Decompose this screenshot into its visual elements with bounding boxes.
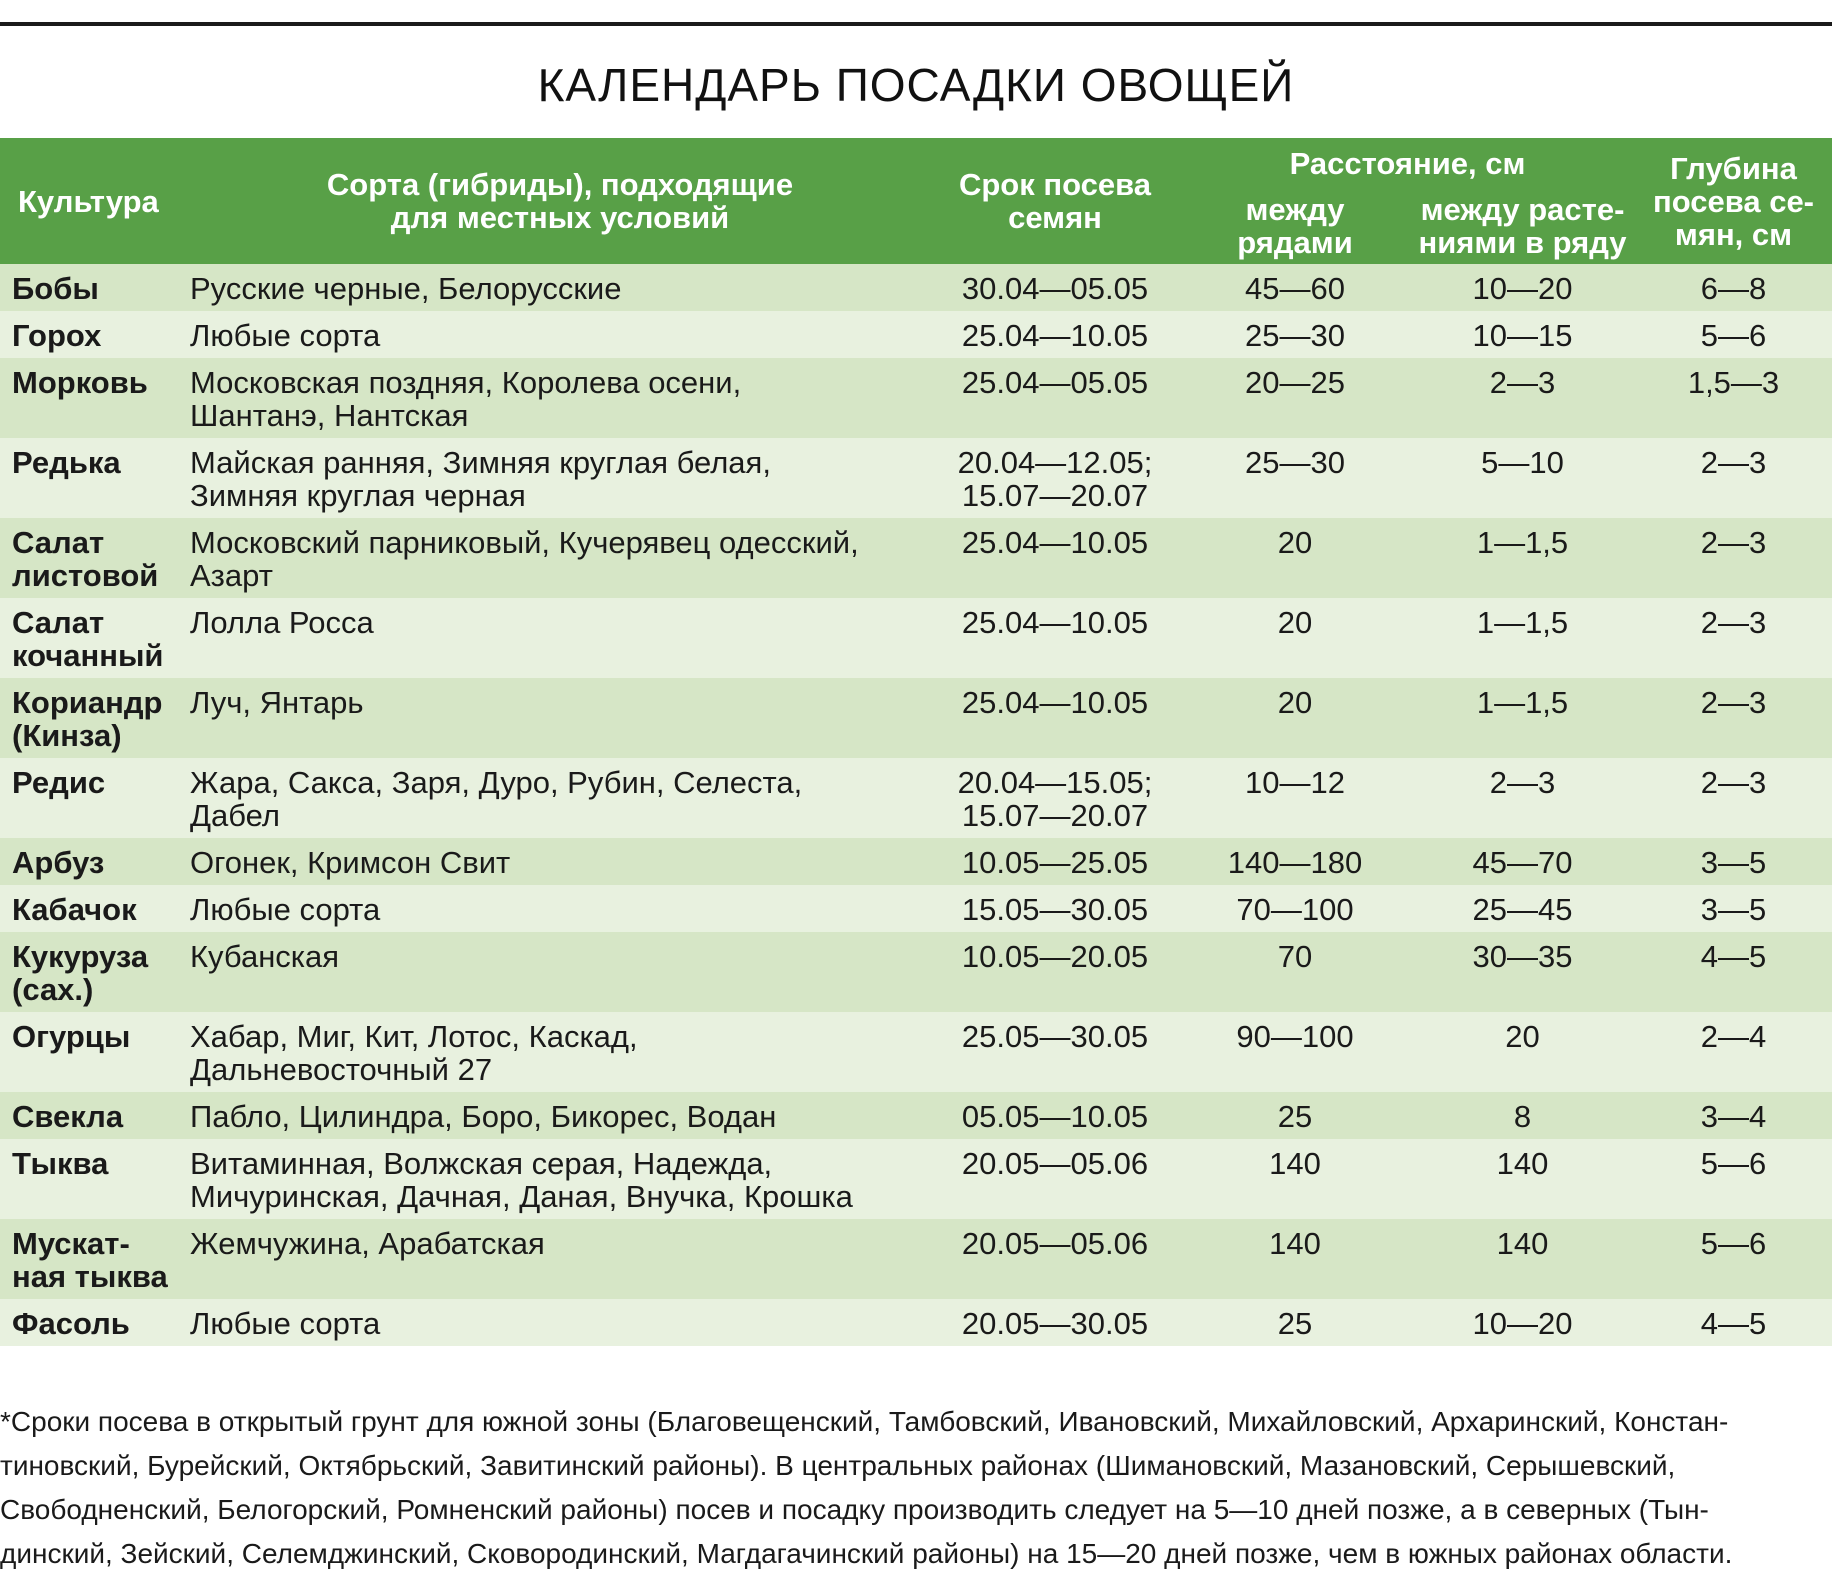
cell-crop: Кабачок [0, 885, 190, 932]
table-row [0, 264, 1832, 311]
cell-sowing: 20.04—12.05; 15.07—20.07 [930, 438, 1180, 518]
cell-crop: Кукуруза (сах.) [0, 932, 190, 1012]
cell-plant-distance: 140 [1410, 1219, 1635, 1299]
cell-crop: Кориандр (Кинза) [0, 678, 190, 758]
table-row [0, 838, 1832, 885]
cell-varieties: Любые сорта [190, 885, 930, 932]
cell-row-distance: 20 [1180, 518, 1410, 598]
cell-varieties: Пабло, Цилиндра, Боро, Бикорес, Водан [190, 1092, 930, 1139]
table-row [0, 358, 1832, 438]
cell-crop: Морковь [0, 358, 190, 438]
cell-sowing: 15.05—30.05 [930, 885, 1180, 932]
cell-depth: 2—3 [1635, 678, 1832, 758]
cell-plant-distance: 8 [1410, 1092, 1635, 1139]
table-row [0, 1012, 1832, 1092]
cell-plant-distance: 30—35 [1410, 932, 1635, 1012]
cell-row-distance: 25 [1180, 1299, 1410, 1346]
cell-sowing: 20.04—15.05; 15.07—20.07 [930, 758, 1180, 838]
cell-crop: Горох [0, 311, 190, 358]
table-row [0, 678, 1832, 758]
cell-crop: Мускат- ная тыква [0, 1219, 190, 1299]
header-sowing: Срок посева семян [930, 138, 1180, 264]
table-row [0, 932, 1832, 1012]
header-distance: Расстояние, см [1180, 138, 1635, 188]
cell-row-distance: 10—12 [1180, 758, 1410, 838]
cell-sowing: 20.05—05.06 [930, 1139, 1180, 1219]
cell-sowing: 25.04—10.05 [930, 518, 1180, 598]
cell-row-distance: 20 [1180, 678, 1410, 758]
table-row [0, 518, 1832, 598]
cell-row-distance: 25—30 [1180, 311, 1410, 358]
cell-plant-distance: 2—3 [1410, 758, 1635, 838]
cell-row-distance: 70 [1180, 932, 1410, 1012]
header-between-plants: между расте- ниями в ряду [1410, 188, 1635, 264]
cell-depth: 2—3 [1635, 598, 1832, 678]
cell-crop: Бобы [0, 264, 190, 311]
cell-varieties: Огонек, Кримсон Свит [190, 838, 930, 885]
table-body [0, 264, 1832, 1346]
cell-row-distance: 20—25 [1180, 358, 1410, 438]
cell-sowing: 25.04—10.05 [930, 598, 1180, 678]
cell-varieties: Любые сорта [190, 311, 930, 358]
cell-crop: Салат кочанный [0, 598, 190, 678]
cell-crop: Огурцы [0, 1012, 190, 1092]
cell-crop: Тыква [0, 1139, 190, 1219]
cell-depth: 2—3 [1635, 758, 1832, 838]
cell-plant-distance: 45—70 [1410, 838, 1635, 885]
cell-depth: 3—5 [1635, 885, 1832, 932]
cell-depth: 4—5 [1635, 1299, 1832, 1346]
cell-plant-distance: 10—20 [1410, 264, 1635, 311]
cell-depth: 2—3 [1635, 518, 1832, 598]
cell-row-distance: 140—180 [1180, 838, 1410, 885]
cell-sowing: 25.04—10.05 [930, 311, 1180, 358]
cell-varieties: Жара, Сакса, Заря, Дуро, Рубин, Селеста, Дабел [190, 758, 930, 838]
cell-row-distance: 25—30 [1180, 438, 1410, 518]
cell-row-distance: 25 [1180, 1092, 1410, 1139]
cell-varieties: Лолла Росса [190, 598, 930, 678]
cell-varieties: Московская поздняя, Королева осени, Шантанэ, Нантская [190, 358, 930, 438]
cell-plant-distance: 2—3 [1410, 358, 1635, 438]
cell-crop: Фасоль [0, 1299, 190, 1346]
cell-sowing: 25.05—30.05 [930, 1012, 1180, 1092]
cell-varieties: Майская ранняя, Зимняя круглая белая, Зимняя круглая черная [190, 438, 930, 518]
table-row [0, 1139, 1832, 1219]
cell-row-distance: 20 [1180, 598, 1410, 678]
cell-crop: Редька [0, 438, 190, 518]
cell-varieties: Витаминная, Волжская серая, Надежда, Мичуринская, Дачная, Даная, Внучка, Крошка [190, 1139, 930, 1219]
cell-depth: 2—3 [1635, 438, 1832, 518]
cell-plant-distance: 1—1,5 [1410, 598, 1635, 678]
cell-depth: 3—5 [1635, 838, 1832, 885]
cell-depth: 5—6 [1635, 311, 1832, 358]
cell-sowing: 25.04—10.05 [930, 678, 1180, 758]
cell-plant-distance: 140 [1410, 1139, 1635, 1219]
table-row [0, 758, 1832, 838]
cell-varieties: Луч, Янтарь [190, 678, 930, 758]
cell-varieties: Хабар, Миг, Кит, Лотос, Каскад, Дальневосточный 27 [190, 1012, 930, 1092]
cell-row-distance: 140 [1180, 1219, 1410, 1299]
table-row [0, 311, 1832, 358]
cell-row-distance: 45—60 [1180, 264, 1410, 311]
header-varieties: Сорта (гибриды), подходящие для местных условий [190, 138, 930, 264]
cell-sowing: 25.04—05.05 [930, 358, 1180, 438]
cell-crop: Редис [0, 758, 190, 838]
cell-depth: 3—4 [1635, 1092, 1832, 1139]
cell-plant-distance: 20 [1410, 1012, 1635, 1092]
cell-plant-distance: 25—45 [1410, 885, 1635, 932]
cell-sowing: 10.05—20.05 [930, 932, 1180, 1012]
cell-plant-distance: 1—1,5 [1410, 518, 1635, 598]
footnote: *Сроки посева в открытый грунт для южной зоны (Благовещенский, Тамбовский, Ивановский, Михайловский, Архаринский, Констан- тиновский, Бурейский, Октябрьский, Завитинский районы). В центральных районах (Шимановский, Мазановский, Серышевский, Свободненский, Белогорский, Ромненский районы) посев и посадку производить следует на 5—10 дней позже, а в северных (Тын- динский, Зейский, Селемджинский, Сковородинский, Магдагачинский районы) на 15—20 дней позже, чем в южных районах области. [0, 1406, 1733, 1569]
header-depth: Глубина посева се- мян, см [1635, 138, 1832, 264]
cell-depth: 1,5—3 [1635, 358, 1832, 438]
cell-sowing: 30.04—05.05 [930, 264, 1180, 311]
table-row [0, 1299, 1832, 1346]
cell-depth: 4—5 [1635, 932, 1832, 1012]
table-row [0, 438, 1832, 518]
table-row [0, 1219, 1832, 1299]
header-crop: Культура [0, 138, 190, 264]
cell-depth: 5—6 [1635, 1139, 1832, 1219]
cell-crop: Салат листовой [0, 518, 190, 598]
cell-depth: 6—8 [1635, 264, 1832, 311]
cell-sowing: 10.05—25.05 [930, 838, 1180, 885]
cell-plant-distance: 10—15 [1410, 311, 1635, 358]
cell-depth: 5—6 [1635, 1219, 1832, 1299]
cell-varieties: Кубанская [190, 932, 930, 1012]
cell-plant-distance: 1—1,5 [1410, 678, 1635, 758]
cell-sowing: 05.05—10.05 [930, 1092, 1180, 1139]
cell-depth: 2—4 [1635, 1012, 1832, 1092]
table-header [0, 138, 1832, 264]
cell-crop: Арбуз [0, 838, 190, 885]
cell-varieties: Московский парниковый, Кучерявец одесский, Азарт [190, 518, 930, 598]
planting-table [0, 138, 1832, 1346]
cell-varieties: Любые сорта [190, 1299, 930, 1346]
table-row [0, 1092, 1832, 1139]
cell-sowing: 20.05—05.06 [930, 1219, 1180, 1299]
top-rule [0, 22, 1832, 26]
cell-plant-distance: 10—20 [1410, 1299, 1635, 1346]
cell-row-distance: 70—100 [1180, 885, 1410, 932]
table-row [0, 885, 1832, 932]
cell-sowing: 20.05—30.05 [930, 1299, 1180, 1346]
table-row [0, 598, 1832, 678]
page-title: КАЛЕНДАРЬ ПОСАДКИ ОВОЩЕЙ [537, 59, 1295, 111]
cell-plant-distance: 5—10 [1410, 438, 1635, 518]
cell-row-distance: 140 [1180, 1139, 1410, 1219]
cell-crop: Свекла [0, 1092, 190, 1139]
cell-varieties: Русские черные, Белорусские [190, 264, 930, 311]
cell-row-distance: 90—100 [1180, 1012, 1410, 1092]
header-between-rows: между рядами [1180, 188, 1410, 264]
cell-varieties: Жемчужина, Арабатская [190, 1219, 930, 1299]
